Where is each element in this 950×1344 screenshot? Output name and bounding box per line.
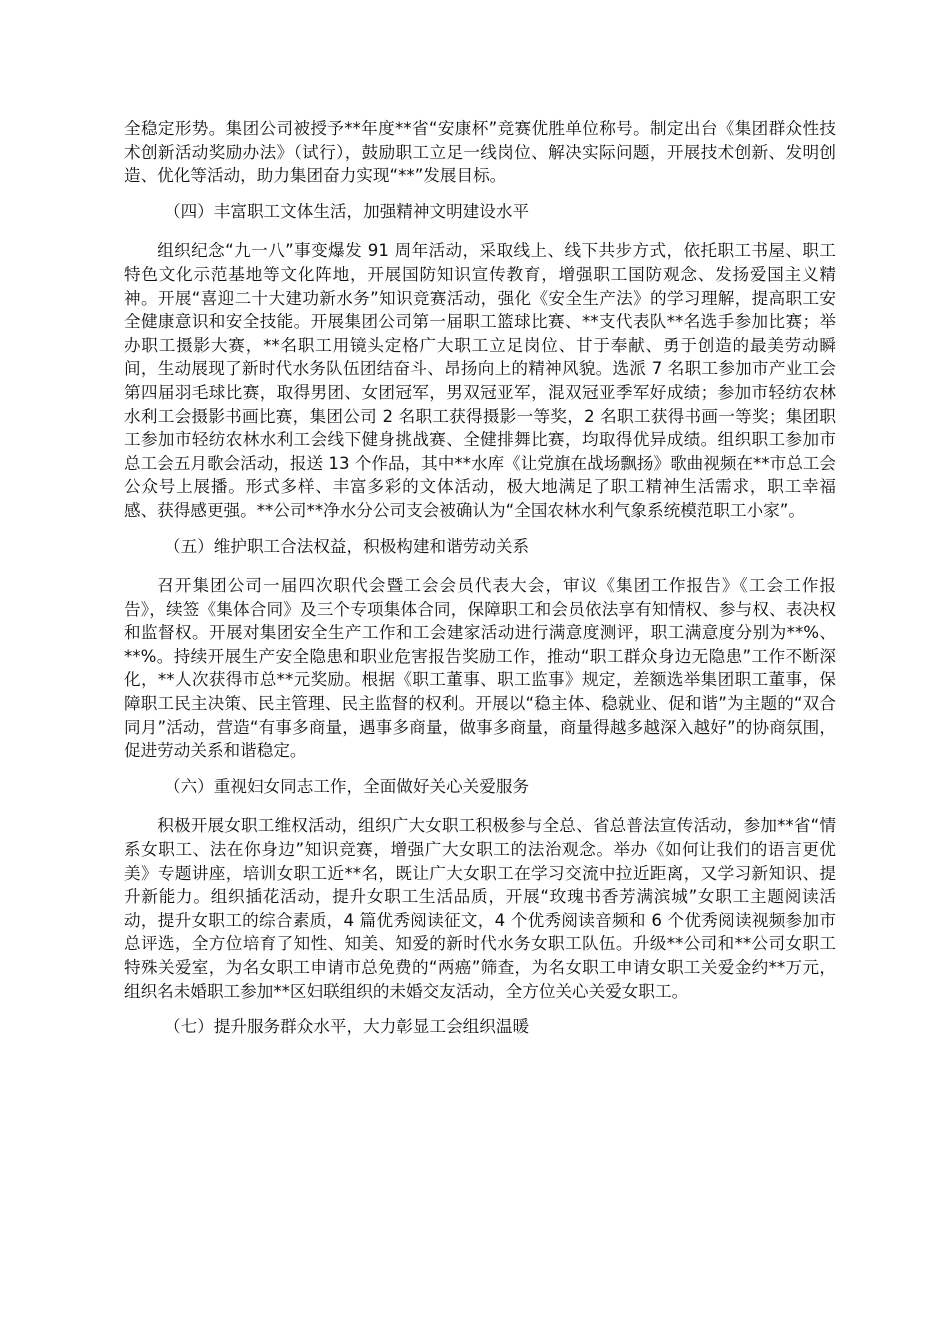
section-heading-6: （六）重视妇女同志工作，全面做好关心关爱服务 [164, 776, 530, 796]
section-body-4 [124, 239, 836, 522]
section-heading-5: （五）维护职工合法权益，积极构建和谐劳动关系 [164, 536, 530, 556]
section-body-5-text: 召开集团公司一届四次职代会暨工会会员代表大会，审议《集团工作报告》《工会工作报告》，续签《集体合同》及三个专项集体合同，保障职工和会员依法享有知情权、参与权、表决权和监督权。开展对集团安全生产工作和工会建家活动进行满意度测评，职工满意度分别为**%、**%。持续开展生产安全隐患和职业危害报告奖励工作，推动“职工群众身边无隐患”工作不断深化，**人次获得市总**元奖励。根据《职工董事、职工监事》规定，差额选举集团职工董事，保障职工民主决策、民主管理、民主监督的权利。开展以“稳主体、稳就业、促和谐”为主题的“双合同月”活动，营造“有事多商量，遇事多商量，做事多商量，商量得越多越深入越好”的协商氛围，促进劳动关系和谐稳定。 [124, 576, 836, 761]
continuation-paragraph [124, 117, 836, 188]
document-page [124, 117, 836, 1055]
section-body-5 [124, 574, 836, 763]
continuation-text: 全稳定形势。集团公司被授予**年度**省“安康杯”竞赛优胜单位称号。制定出台《集团群众性技术创新活动奖励办法》（试行），鼓励职工立足一线岗位、解决实际问题，开展技术创新、发明创造、优化等活动，助力集团奋力实现“**”发展目标。 [124, 119, 836, 186]
section-body-6-text: 积极开展女职工维权活动，组织广大女职工积极参与全总、省总普法宣传活动，参加**省“情系女职工、法在你身边”知识竞赛，增强广大女职工的法治观念。举办《如何让我们的语言更优美》专题讲座，培训女职工近**名，既让广大女职工在学习交流中拉近距离，又学习新知识、提升新能力。组织插花活动，提升女职工生活品质，开展“玫瑰书香芳满滨城”女职工主题阅读活动，提升女职工的综合素质，4 篇优秀阅读征文，4 个优秀阅读音频和 6 个优秀阅读视频参加市总评选，全方位培育了知性、知美、知爱的新时代水务女职工队伍。升级**公司和**公司女职工特殊关爱室，为名女职工申请市总免费的“两癌”筛查，为名女职工申请女职工关爱金约**万元，组织名未婚职工参加**区妇联组织的未婚交友活动，全方位关心关爱女职工。 [124, 816, 836, 1001]
section-body-6 [124, 814, 836, 1003]
section-heading-4: （四）丰富职工文体生活，加强精神文明建设水平 [164, 201, 530, 221]
section-heading-7: （七）提升服务群众水平，大力彰显工会组织温暖 [164, 1017, 530, 1037]
section-body-4-text: 组织纪念“九一八”事变爆发 91 周年活动，采取线上、线下共步方式，依托职工书屋、职工特色文化示范基地等文化阵地，开展国防知识宣传教育，增强职工国防观念、发扬爱国主义精神。开展“喜迎二十大建功新水务”知识竞赛活动，强化《安全生产法》的学习理解，提高职工安全健康意识和安全技能。开展集团公司第一届职工篮球比赛、**支代表队**名选手参加比赛；举办职工摄影大赛，**名职工用镜头定格广大职工立足岗位、甘于奉献、勇于创造的最美劳动瞬间，生动展现了新时代水务队伍团结奋斗、昂扬向上的精神风貌。选派 7 名职工参加市产业工会第四届羽毛球比赛，取得男团、女团冠军，男双冠亚军，混双冠亚季军好成绩；参加市轻纺农林水利工会摄影书画比赛，集团公司 2 名职工获得摄影一等奖，2 名职工获得书画一等奖；集团职工参加市轻纺农林水利工会线下健身挑战赛、全健排舞比赛，均取得优异成绩。组织职工参加市总工会五月歌会活动，报送 13 个作品，其中**水库《让党旗在战场飘扬》歌曲视频在**市总工会公众号上展播。形式多样、丰富多彩的文体活动，极大地满足了职工精神生活需求，职工幸福感、获得感更强。**公司**净水分公司支会被确认为“全国农林水利气象系统模范职工小家”。 [124, 241, 837, 520]
